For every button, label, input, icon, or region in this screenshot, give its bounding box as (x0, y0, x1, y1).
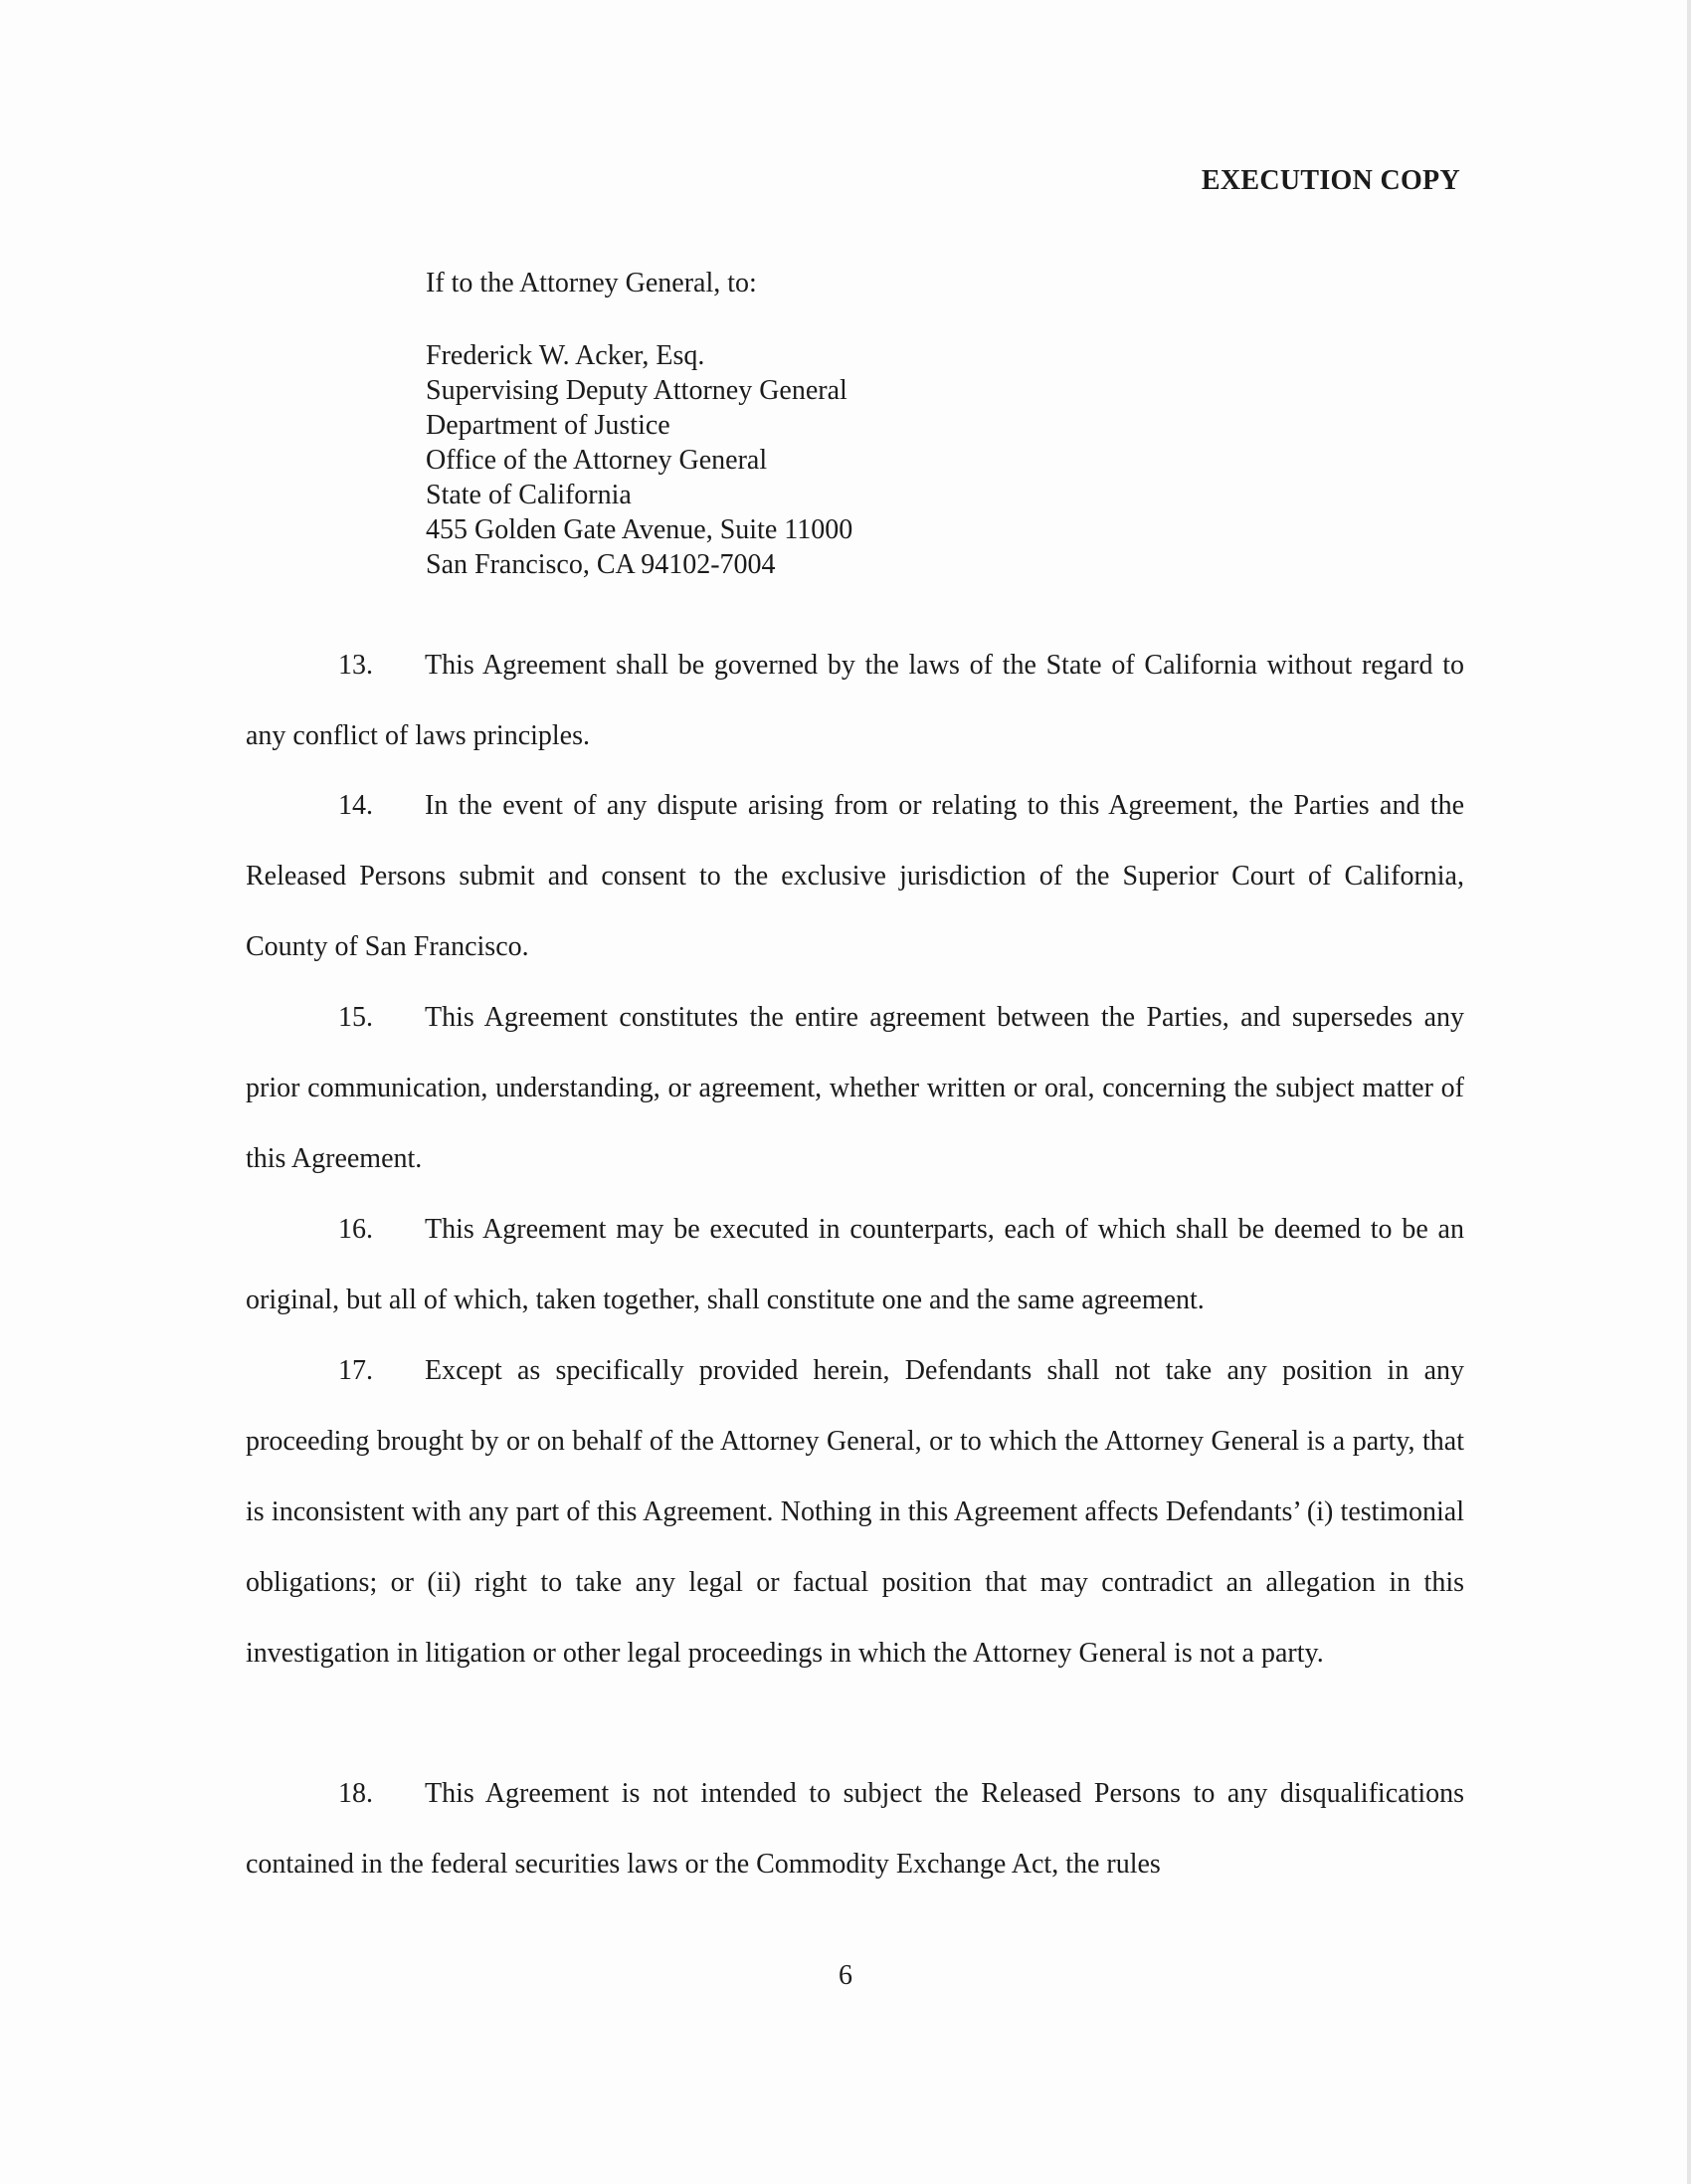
paragraph-text: This Agreement may be executed in counterparts, each of which shall be deemed to be an original, but all of which, taken together, shall constitute one and the same agreement. (246, 1214, 1464, 1315)
paragraph-text: Except as specifically provided herein, Defendants shall not take any position in any proceeding brought by or on behalf of the Attorney General, or to which the Attorney General is a party, that is inconsistent with any part of this Agreement. Nothing in this Agreement affects Defendants’ (i) testimonial obligations; or (ii) right to take any legal or factual position that may contradict an allegation in this investigation in litigation or other legal proceedings in which the Attorney General is not a party. (246, 1355, 1464, 1669)
paragraph-number: 18. (338, 1778, 373, 1809)
paragraph-text: In the event of any dispute arising from or relating to this Agreement, the Parties and the Released Persons submit and consent to the exclusive jurisdiction of the Superior Court of California, County of San Francisco. (246, 790, 1464, 962)
address-line: 455 Golden Gate Avenue, Suite 11000 (426, 514, 853, 545)
page-number: 6 (839, 1960, 852, 1991)
paragraph-text: This Agreement is not intended to subject the Released Persons to any disqualifications contained in the federal securities laws or the Commodity Exchange Act, the rules (246, 1778, 1464, 1880)
paragraph-17 (246, 1335, 1464, 1688)
notice-address-block (426, 338, 852, 582)
address-line: Supervising Deputy Attorney General (426, 375, 847, 406)
paragraph-18 (246, 1758, 1464, 1899)
address-line: Department of Justice (426, 410, 670, 441)
paragraph-16 (246, 1194, 1464, 1335)
paragraph-number: 17. (338, 1355, 373, 1386)
execution-copy-label: EXECUTION COPY (1201, 165, 1460, 196)
paragraph-text: This Agreement shall be governed by the laws of the State of California without regard to any conflict of laws principles. (246, 650, 1464, 751)
paragraph-text: This Agreement constitutes the entire agreement between the Parties, and supersedes any prior communication, understanding, or agreement, whether written or oral, concerning the subject matter of this Agreement. (246, 1002, 1464, 1174)
scan-edge-shadow (1687, 0, 1691, 2184)
address-line: San Francisco, CA 94102-7004 (426, 549, 776, 580)
paragraph-14 (246, 770, 1464, 982)
paragraph-number: 15. (338, 1002, 373, 1033)
paragraph-number: 16. (338, 1214, 373, 1245)
notice-intro: If to the Attorney General, to: (426, 268, 757, 298)
paragraph-number: 13. (338, 650, 373, 681)
paragraph-15 (246, 982, 1464, 1194)
address-line: Office of the Attorney General (426, 445, 768, 476)
address-line: Frederick W. Acker, Esq. (426, 340, 705, 371)
address-line: State of California (426, 480, 632, 510)
paragraph-13 (246, 630, 1464, 771)
paragraph-number: 14. (338, 790, 373, 821)
